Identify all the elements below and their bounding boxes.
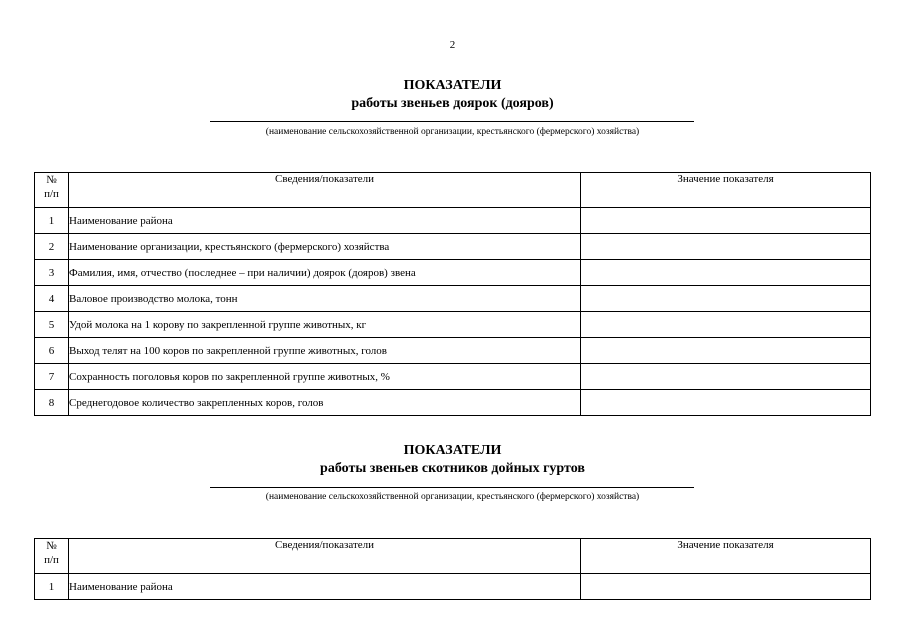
header-value: Значение показателя xyxy=(581,539,871,574)
row-value[interactable] xyxy=(581,338,871,364)
header-num-pp: п/п xyxy=(44,554,59,566)
row-number: 1 xyxy=(35,208,69,234)
row-value[interactable] xyxy=(581,234,871,260)
row-number: 2 xyxy=(35,234,69,260)
row-value[interactable] xyxy=(581,364,871,390)
header-num-pp: п/п xyxy=(44,188,59,200)
section-1-title: ПОКАЗАТЕЛИ xyxy=(403,78,502,93)
row-description: Валовое производство молока, тонн xyxy=(69,286,581,312)
table-header-row xyxy=(35,539,871,574)
row-number: 6 xyxy=(35,338,69,364)
row-value[interactable] xyxy=(581,260,871,286)
row-description: Выход телят на 100 коров по закрепленной группе животных, голов xyxy=(69,338,581,364)
table-row xyxy=(35,260,871,286)
table-row xyxy=(35,234,871,260)
row-value[interactable] xyxy=(581,390,871,416)
header-description: Сведения/показатели xyxy=(69,173,581,208)
header-num xyxy=(35,539,69,574)
section-1-subtitle: работы звеньев доярок (дояров) xyxy=(351,96,554,111)
header-num-symbol: № xyxy=(46,540,57,552)
row-description: Наименование района xyxy=(69,574,581,600)
table-header-row xyxy=(35,173,871,208)
section-1-org-line xyxy=(210,121,694,122)
section-2-title: ПОКАЗАТЕЛИ xyxy=(403,443,502,458)
page-number: 2 xyxy=(449,39,456,51)
table-row xyxy=(35,338,871,364)
section-2-table xyxy=(34,538,871,600)
header-num-symbol: № xyxy=(46,174,57,186)
header-description: Сведения/показатели xyxy=(69,539,581,574)
table-row xyxy=(35,390,871,416)
section-2-org-line xyxy=(210,487,694,488)
row-number: 4 xyxy=(35,286,69,312)
table-row xyxy=(35,364,871,390)
section-1-org-caption: (наименование сельскохозяйственной организации, крестьянского (фермерского) хозяйства) xyxy=(265,127,640,137)
section-1-table xyxy=(34,172,871,416)
row-number: 3 xyxy=(35,260,69,286)
row-description: Сохранность поголовья коров по закрепленной группе животных, % xyxy=(69,364,581,390)
row-description: Фамилия, имя, отчество (последнее – при наличии) доярок (дояров) звена xyxy=(69,260,581,286)
row-value[interactable] xyxy=(581,574,871,600)
row-description: Наименование организации, крестьянского (фермерского) хозяйства xyxy=(69,234,581,260)
row-description: Наименование района xyxy=(69,208,581,234)
row-number: 5 xyxy=(35,312,69,338)
row-description: Среднегодовое количество закрепленных коров, голов xyxy=(69,390,581,416)
header-num xyxy=(35,173,69,208)
row-description: Удой молока на 1 корову по закрепленной группе животных, кг xyxy=(69,312,581,338)
row-number: 1 xyxy=(35,574,69,600)
table-row xyxy=(35,208,871,234)
table-row xyxy=(35,286,871,312)
table-row xyxy=(35,312,871,338)
row-number: 7 xyxy=(35,364,69,390)
section-2-subtitle: работы звеньев скотников дойных гуртов xyxy=(320,461,585,476)
header-value: Значение показателя xyxy=(581,173,871,208)
row-value[interactable] xyxy=(581,286,871,312)
row-number: 8 xyxy=(35,390,69,416)
row-value[interactable] xyxy=(581,208,871,234)
row-value[interactable] xyxy=(581,312,871,338)
section-2-org-caption: (наименование сельскохозяйственной организации, крестьянского (фермерского) хозяйства) xyxy=(265,492,640,502)
table-row xyxy=(35,574,871,600)
